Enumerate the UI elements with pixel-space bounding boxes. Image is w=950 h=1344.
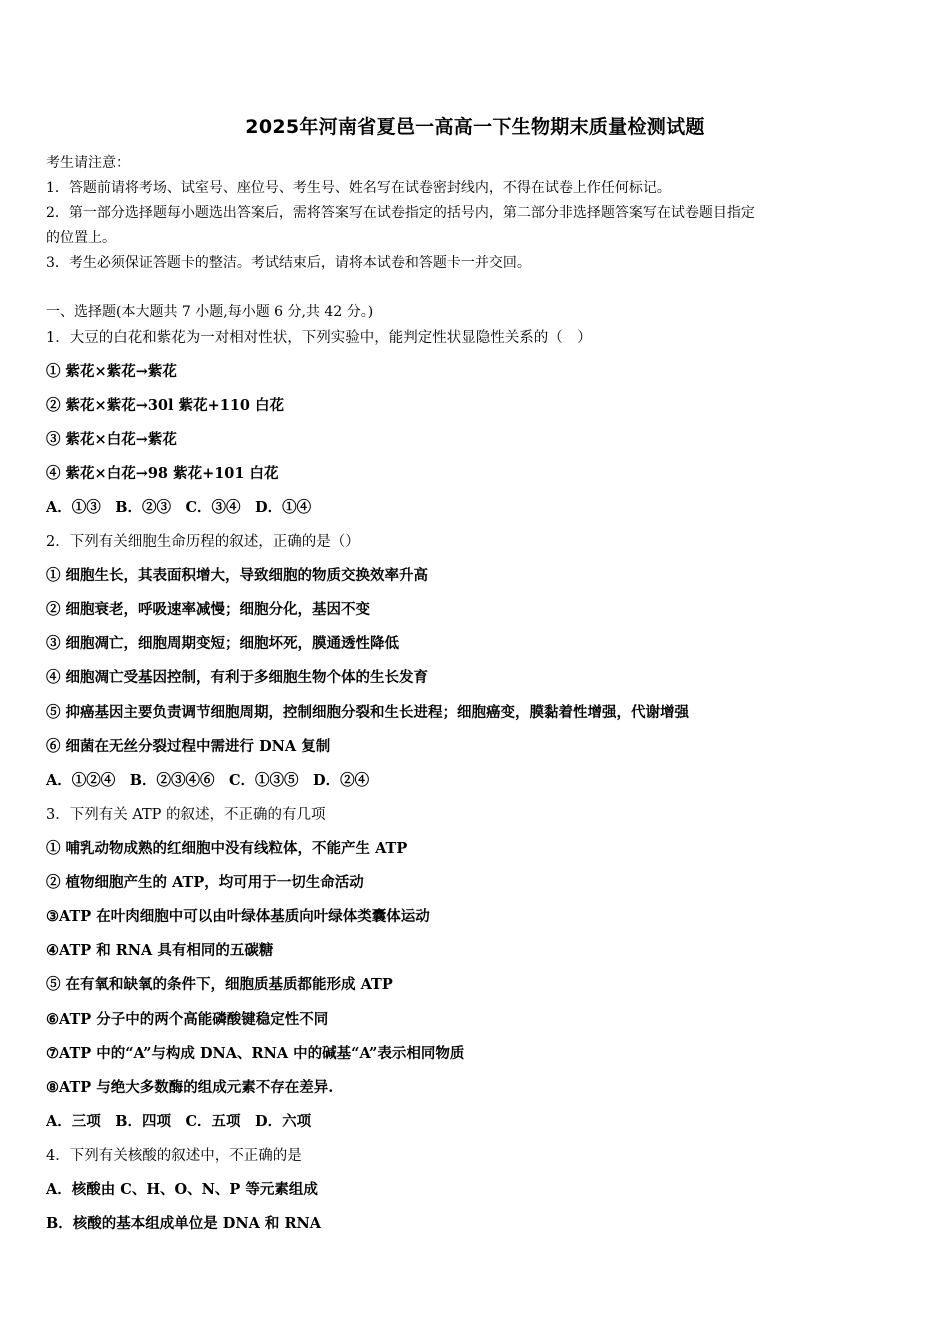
statement: ③ATP 在叶肉细胞中可以由叶绿体基质向叶绿体类囊体运动	[46, 908, 430, 925]
statement: ⑤ 抑癌基因主要负责调节细胞周期，控制细胞分裂和生长进程；细胞癌变，膜黏着性增强，代谢增强	[46, 704, 690, 721]
notice-item: 1．答题前请将考场、试室号、座位号、考生号、姓名写在试卷密封线内，不得在试卷上作任何标记。	[46, 180, 671, 196]
statement: ② 植物细胞产生的 ATP，均可用于一切生命活动	[46, 874, 364, 891]
statement: ④ATP 和 RNA 具有相同的五碳糖	[46, 942, 274, 959]
notice-block	[46, 151, 906, 276]
section-heading: 一、选择题(本大题共 7 小题,每小题 6 分,共 42 分。)	[46, 304, 374, 320]
statement: ③ 紫花×白花→紫花	[46, 431, 177, 448]
question-stem: 4．下列有关核酸的叙述中，不正确的是	[46, 1148, 302, 1164]
question-stem: 2．下列有关细胞生命历程的叙述，正确的是（）	[46, 534, 360, 550]
notice-item: 2．第一部分选择题每小题选出答案后，需将答案写在试卷指定的括号内，第二部分非选择题答案写在试卷题目指定	[46, 205, 755, 221]
statement: ② 紫花×紫花→30l 紫花+110 白花	[46, 397, 285, 414]
statement: ③ 细胞凋亡，细胞周期变短；细胞坏死，膜通透性降低	[46, 635, 400, 652]
statement: ① 紫花×紫花→紫花	[46, 363, 177, 380]
answer-options: A．①③ B．②③ C．③④ D．①④	[46, 499, 312, 516]
statement: ⑧ATP 与绝大多数酶的组成元素不存在差异.	[46, 1079, 334, 1096]
statement: ④ 细胞凋亡受基因控制，有利于多细胞生物个体的生长发育	[46, 669, 429, 686]
answer-option: A．核酸由 C、H、O、N、P 等元素组成	[46, 1181, 318, 1198]
notice-item: 的位置上。	[46, 230, 116, 246]
statement: ② 细胞衰老，呼吸速率减慢；细胞分化，基因不变	[46, 601, 371, 618]
notice-heading: 考生请注意：	[46, 155, 130, 171]
answer-option: B．核酸的基本组成单位是 DNA 和 RNA	[46, 1215, 322, 1232]
statement: ⑦ATP 中的“A”与构成 DNA、RNA 中的碱基“A”表示相同物质	[46, 1045, 465, 1062]
statement: ⑥ATP 分子中的两个高能磷酸键稳定性不同	[46, 1011, 329, 1028]
answer-options: A．三项 B．四项 C．五项 D．六项	[46, 1113, 312, 1130]
statement: ① 细胞生长，其表面积增大，导致细胞的物质交换效率升高	[46, 567, 429, 584]
statement: ① 哺乳动物成熟的红细胞中没有线粒体，不能产生 ATP	[46, 840, 408, 857]
answer-options: A．①②④ B．②③④⑥ C．①③⑤ D．②④	[46, 772, 370, 789]
statement: ④ 紫花×白花→98 紫花+101 白花	[46, 465, 279, 482]
question-stem: 1．大豆的白花和紫花为一对相对性状，下列实验中，能判定性状显隐性关系的（ ）	[46, 330, 592, 346]
question-stem: 3．下列有关 ATP 的叙述，不正确的有几项	[46, 807, 326, 823]
notice-item: 3．考生必须保证答题卡的整洁。考试结束后，请将本试卷和答题卡一并交回。	[46, 255, 531, 271]
statement: ⑤ 在有氧和缺氧的条件下，细胞质基质都能形成 ATP	[46, 976, 393, 993]
statement: ⑥ 细菌在无丝分裂过程中需进行 DNA 复制	[46, 738, 331, 755]
page-title: 2025年河南省夏邑一高高一下生物期末质量检测试题	[245, 116, 705, 138]
